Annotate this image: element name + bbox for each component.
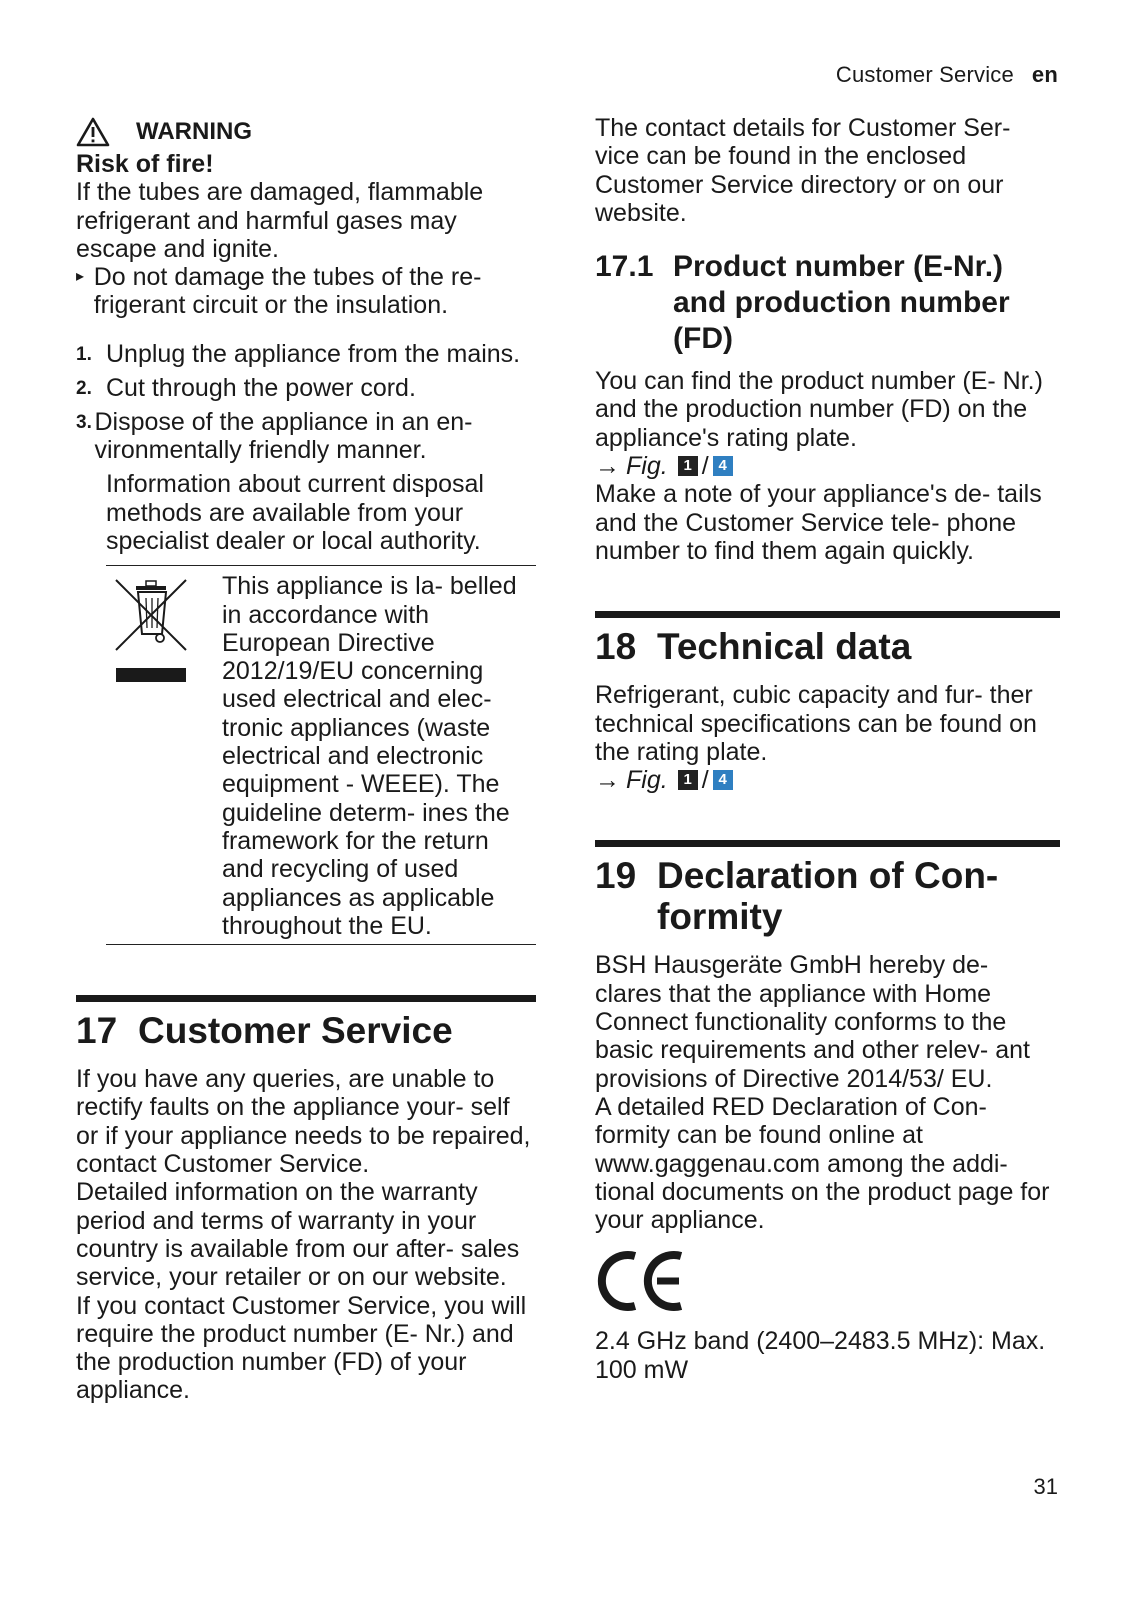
section-19-heading: 19 Declaration of Con- formity — [595, 840, 1060, 937]
sec19-paragraph: BSH Hausgeräte GmbH hereby de- clares that the appliance with Home Connect functionality conforms to the basic requirements and other relev- ant provisions of Directive 2014/53/ EU. — [595, 951, 1030, 1093]
ce-mark-icon — [595, 1248, 687, 1314]
figure-number-badge: 4 — [713, 770, 733, 790]
page-number: 31 — [1033, 1474, 1058, 1499]
sec17-1-paragraph: Make a note of your appliance's de- tails and the Customer Service tele- phone number to find them again quickly. — [595, 480, 1042, 565]
left-column — [76, 114, 536, 1405]
bullet-marker-icon: ▸ — [76, 268, 85, 286]
sec17-paragraph: If you have any queries, are unable to rectify faults on the appliance your- self or if your appliance needs to be repaired, contact Customer Service. — [76, 1065, 531, 1179]
section-18-heading: 18 Technical data — [595, 611, 1060, 667]
warning-triangle-icon — [76, 117, 110, 147]
sec19-frequency: 2.4 GHz band (2400–2483.5 MHz): Max. 100 mW — [595, 1327, 1046, 1384]
warning-text: If the tubes are damaged, flammable refrigerant and harmful gases may escape and ignite. — [76, 178, 484, 263]
warning-heading — [76, 114, 536, 150]
figure-number-badge: 1 — [678, 770, 698, 790]
figure-number-badge: 4 — [713, 456, 733, 476]
page-header — [836, 62, 1058, 88]
sec19-paragraph: A detailed RED Declaration of Con- formity can be found online at www.gaggenau.com among the addi- tional documents on the product page for your appliance. — [595, 1092, 1050, 1235]
figure-number-badge: 1 — [678, 456, 698, 476]
warning-action-text: Do not damage the tubes of the re- frigerant circuit or the insulation. — [93, 263, 482, 320]
warning-risk: Risk of fire! — [76, 150, 214, 178]
figure-reference: → Fig. 1 / 4 — [595, 766, 1060, 794]
header-lang: en — [1031, 62, 1058, 87]
list-item: 1. Unplug the appliance from the mains. — [76, 339, 521, 368]
warning-action — [76, 263, 536, 320]
disposal-steps — [76, 340, 536, 465]
sec17-paragraph: Detailed information on the warranty period and terms of warranty in your country is available from our after- sales service, your retailer or on our website. — [76, 1178, 520, 1292]
sec18-paragraph: Refrigerant, cubic capacity and fur- ther technical specifications can be found on the rating plate. — [595, 681, 1037, 766]
weee-text: This appliance is la- belled in accordance with European Directive 2012/19/EU concerning used electrical and elec- tronic appliances (waste electrical and electronic equipment - WEEE). The guideline determ- ines the framework for the return and recycling of used appliances as applicable throughout the EU. — [222, 572, 517, 940]
sec17-paragraph: The contact details for Customer Ser- vice can be found in the enclosed Customer Service directory or on our website. — [595, 114, 1011, 227]
section-17-1-heading: 17.1 Product number (E-Nr.) and production number (FD) — [595, 250, 1010, 356]
disposal-info: Information about current disposal methods are available from your specialist dealer or local authority. — [106, 470, 484, 555]
sec17-1-paragraph: You can find the product number (E- Nr.) and the production number (FD) on the appliance's rating plate. — [595, 367, 1043, 452]
list-item: 2. Cut through the power cord. — [76, 373, 416, 402]
weee-icon — [106, 572, 222, 940]
sec17-paragraph: If you contact Customer Service, you will require the product number (E- Nr.) and the production number (FD) of your appliance. — [76, 1291, 527, 1405]
section-17-heading: 17 Customer Service — [76, 995, 536, 1051]
weee-notice — [106, 565, 536, 945]
list-item: 3. Dispose of the appliance in an en- vironmentally friendly manner. — [76, 407, 473, 465]
header-section: Customer Service — [835, 62, 1014, 87]
figure-reference: → Fig. 1 / 4 — [595, 452, 1060, 480]
warning-label: WARNING — [136, 118, 252, 145]
right-column — [595, 114, 1060, 1384]
